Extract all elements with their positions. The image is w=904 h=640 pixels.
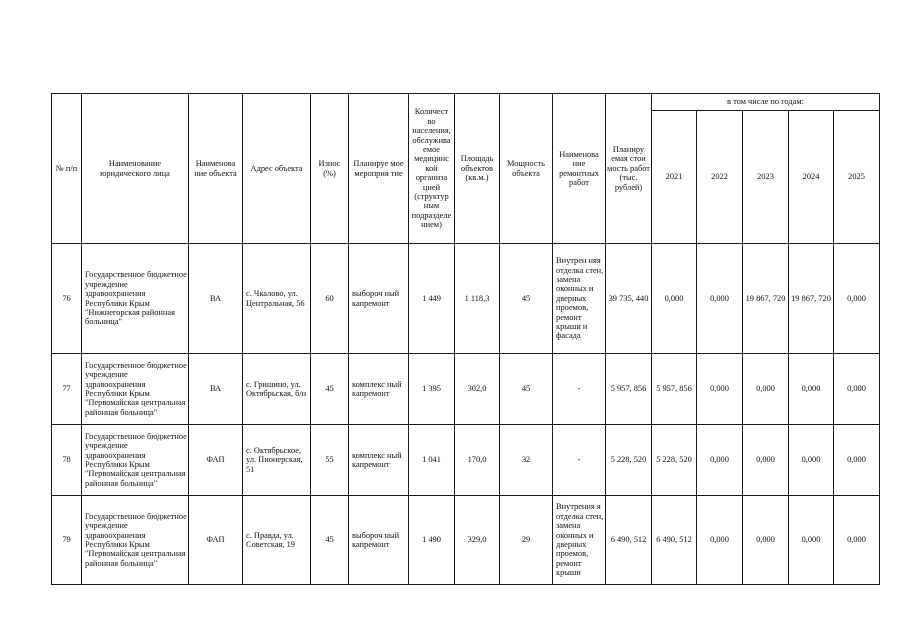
cell-planned-activity: комплекс ный капремонт — [349, 354, 409, 425]
cell-org: Государственное бюджетное учреждение здравоохранения Республики Крым "Первомайская центральная районная больница" — [82, 354, 189, 425]
cell-num: 78 — [52, 425, 82, 496]
cell-capacity: 45 — [500, 244, 553, 354]
header-year-2023: 2023 — [743, 111, 789, 244]
header-wear: Износ (%) — [311, 94, 349, 244]
cell-year-2022: 0,000 — [697, 496, 743, 585]
cell-planned-cost: 6 490, 512 — [606, 496, 652, 585]
cell-year-2025: 0,000 — [834, 244, 880, 354]
cell-population: 1 449 — [409, 244, 455, 354]
cell-year-2025: 0,000 — [834, 425, 880, 496]
cell-capacity: 29 — [500, 496, 553, 585]
cell-wear: 60 — [311, 244, 349, 354]
cell-num: 79 — [52, 496, 82, 585]
repair-plan-table — [51, 93, 880, 585]
cell-year-2022: 0,000 — [697, 244, 743, 354]
cell-population: 1 041 — [409, 425, 455, 496]
cell-address: с. Гришино, ул. Октябрьская, б/н — [243, 354, 311, 425]
header-planned-activity: Планируе мое мероприя тие — [349, 94, 409, 244]
cell-planned-activity: выбороч ный капремонт — [349, 496, 409, 585]
cell-area: 302,0 — [455, 354, 500, 425]
cell-year-2023: 0,000 — [743, 425, 789, 496]
cell-year-2022: 0,000 — [697, 425, 743, 496]
header-repair-works: Наименова ние ремонтных работ — [553, 94, 606, 244]
header-year-2022: 2022 — [697, 111, 743, 244]
cell-repair-works: - — [553, 354, 606, 425]
cell-year-2024: 0,000 — [789, 496, 834, 585]
cell-year-2025: 0,000 — [834, 496, 880, 585]
document-page — [51, 93, 880, 585]
cell-area: 170,0 — [455, 425, 500, 496]
cell-population: 1 490 — [409, 496, 455, 585]
cell-capacity: 32 — [500, 425, 553, 496]
header-planned-cost: Планиру емая стои мость работ (тыс. рублей) — [606, 94, 652, 244]
cell-wear: 45 — [311, 496, 349, 585]
header-area: Площадь объектов (кв.м.) — [455, 94, 500, 244]
cell-population: 1 395 — [409, 354, 455, 425]
cell-object-name: ВА — [189, 354, 243, 425]
cell-repair-works: Внутрення я отделка стен, замена оконных и дверных проемов, ремонт крыши — [553, 496, 606, 585]
cell-year-2023: 0,000 — [743, 354, 789, 425]
header-org: Наименование юридического лица — [82, 94, 189, 244]
cell-year-2021: 5 228, 520 — [652, 425, 697, 496]
cell-year-2021: 5 957, 856 — [652, 354, 697, 425]
cell-num: 77 — [52, 354, 82, 425]
table-row — [52, 496, 880, 585]
header-year-2025: 2025 — [834, 111, 880, 244]
cell-planned-activity: комплекс ный капремонт — [349, 425, 409, 496]
cell-wear: 55 — [311, 425, 349, 496]
cell-org: Государственное бюджетное учреждение здравоохранения Республики Крым "Первомайская центральная районная больница" — [82, 496, 189, 585]
cell-year-2021: 0,000 — [652, 244, 697, 354]
cell-year-2021: 6 490, 512 — [652, 496, 697, 585]
header-year-2024: 2024 — [789, 111, 834, 244]
cell-year-2024: 19 867, 720 — [789, 244, 834, 354]
cell-year-2024: 0,000 — [789, 425, 834, 496]
cell-object-name: ВА — [189, 244, 243, 354]
table-row — [52, 354, 880, 425]
header-capacity: Мощность объекта — [500, 94, 553, 244]
cell-planned-activity: выбороч ный капремонт — [349, 244, 409, 354]
cell-num: 76 — [52, 244, 82, 354]
cell-object-name: ФАП — [189, 425, 243, 496]
table-row — [52, 244, 880, 354]
cell-year-2022: 0,000 — [697, 354, 743, 425]
cell-object-name: ФАП — [189, 496, 243, 585]
cell-address: с. Правда, ул. Советская, 19 — [243, 496, 311, 585]
cell-wear: 45 — [311, 354, 349, 425]
cell-area: 329,0 — [455, 496, 500, 585]
cell-year-2024: 0,000 — [789, 354, 834, 425]
cell-planned-cost: 5 957, 856 — [606, 354, 652, 425]
cell-year-2025: 0,000 — [834, 354, 880, 425]
header-address: Адрес объекта — [243, 94, 311, 244]
cell-planned-cost: 5 228, 520 — [606, 425, 652, 496]
cell-year-2023: 0,000 — [743, 496, 789, 585]
cell-area: 1 118,3 — [455, 244, 500, 354]
cell-repair-works: - — [553, 425, 606, 496]
cell-capacity: 45 — [500, 354, 553, 425]
cell-address: с. Чкалово, ул. Центральная, 56 — [243, 244, 311, 354]
header-population: Количест во населения, обслужива емое медицинс кой организа цией (структур ным подразделе нием) — [409, 94, 455, 244]
cell-year-2023: 19 867, 720 — [743, 244, 789, 354]
header-object-name: Наименова ние объекта — [189, 94, 243, 244]
header-years-group: в том числе по годам: — [652, 94, 880, 111]
cell-repair-works: Внутрен няя отделка стен, замена оконных и дверных проемов, ремонт крыши и фасада — [553, 244, 606, 354]
cell-org: Государственное бюджетное учреждение здравоохранения Республики Крым "Первомайская центральная районная больница" — [82, 425, 189, 496]
cell-planned-cost: 39 735, 440 — [606, 244, 652, 354]
cell-org: Государственное бюджетное учреждение здравоохранения Республики Крым "Нижнегорская районная больница" — [82, 244, 189, 354]
cell-address: с. Октябрьское, ул. Пионерская, 51 — [243, 425, 311, 496]
header-num: № п/п — [52, 94, 82, 244]
header-year-2021: 2021 — [652, 111, 697, 244]
table-row — [52, 425, 880, 496]
